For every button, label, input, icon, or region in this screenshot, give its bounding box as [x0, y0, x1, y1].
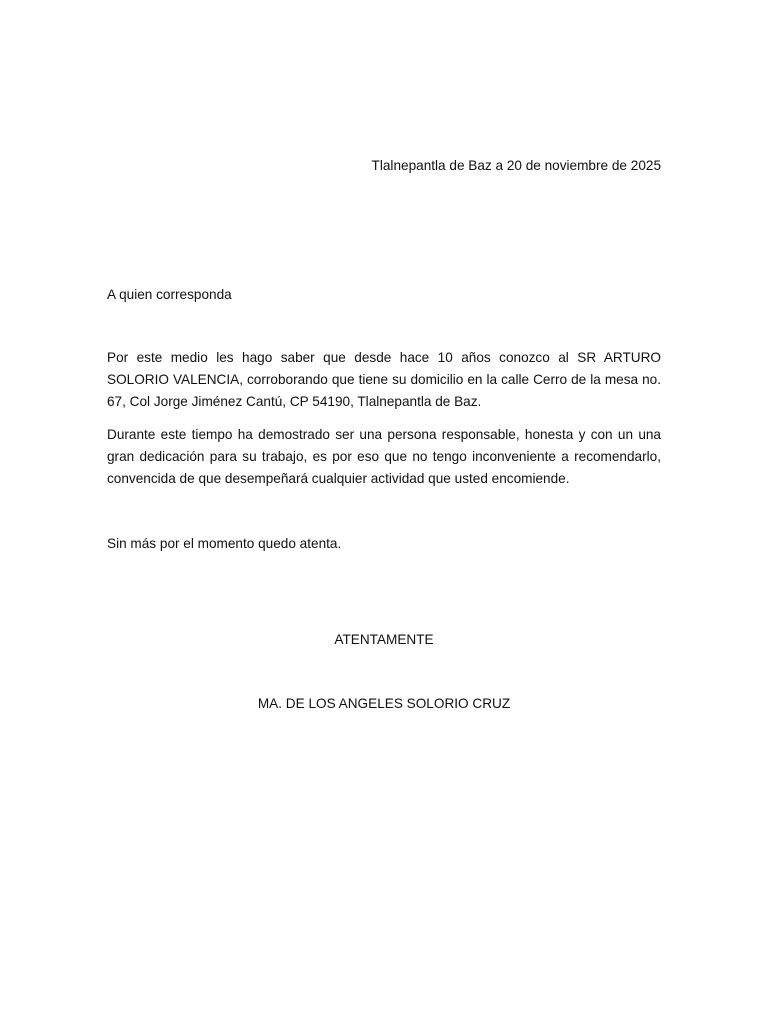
sign-off: ATENTAMENTE — [334, 632, 434, 647]
body-paragraph: Durante este tiempo ha demostrado ser una persona responsable, honesta y con un una gran dedicación para su trabajo, es por eso que no tengo inconveniente a recomendarlo, convencida de que desempeñará cualquier actividad que usted encomiende. — [107, 427, 661, 486]
body-paragraph: Por este medio les hago saber que desde hace 10 años conozco al SR ARTURO SOLORIO VALENCIA, corroborando que tiene su domicilio en la calle Cerro de la mesa no. 67, Col Jorge Jiménez Cantú, CP 54190, Tlalnepantla de Baz. — [107, 350, 661, 409]
closing-line: Sin más por el momento quedo atenta. — [107, 536, 342, 551]
salutation: A quien corresponda — [107, 287, 232, 302]
signatory-name: MA. DE LOS ANGELES SOLORIO CRUZ — [257, 696, 511, 711]
date-line: Tlalnepantla de Baz a 20 de noviembre de 2025 — [371, 158, 661, 173]
